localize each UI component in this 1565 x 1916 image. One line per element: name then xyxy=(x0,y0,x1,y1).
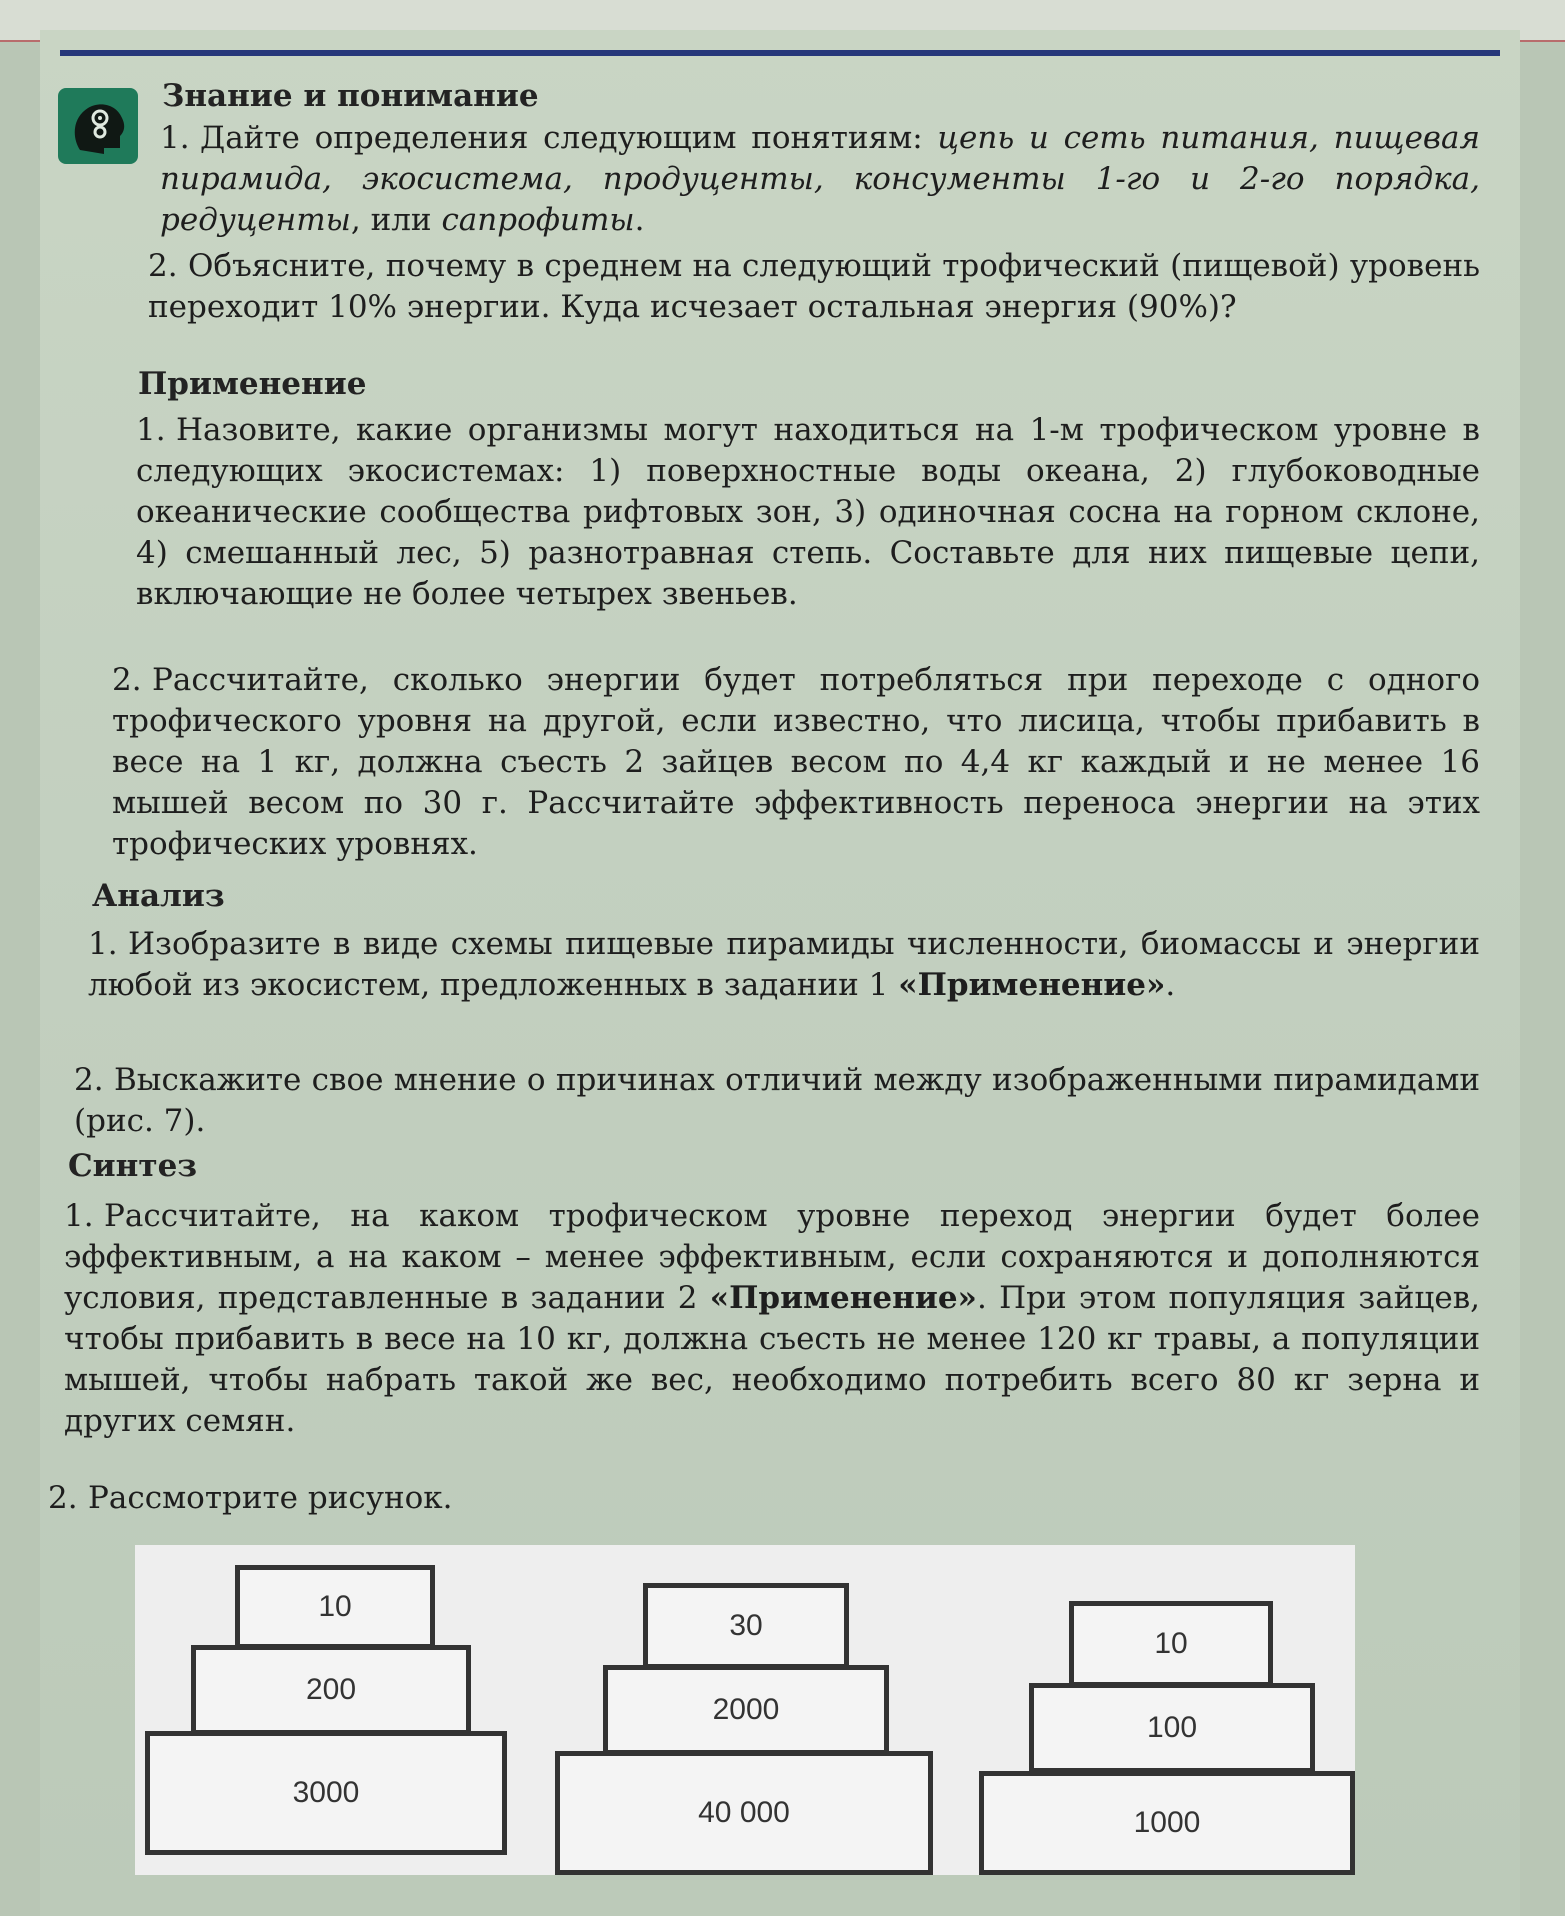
task-text: Дайте определения следующим понятиям: xyxy=(200,120,938,156)
application-task-1 xyxy=(136,410,1480,615)
pyramid-2-top: 30 xyxy=(643,1583,849,1669)
pyramids-figure xyxy=(135,1545,1355,1875)
task-text: Изобразите в виде схемы пищевые пирамиды численности, биомассы и энергии любой из экосистем, предложенных в задании 1 xyxy=(88,926,1480,1003)
pyramid-3-middle: 100 xyxy=(1029,1683,1315,1773)
task-text: Рассчитайте, на каком трофическом уровне переход энергии будет более эффективным, а на каком – менее эффективным, если сохраняются и дополняются условия, представленные в задании 2 xyxy=(64,1198,1480,1316)
task-number: 2. xyxy=(112,662,142,698)
task-text-end: . xyxy=(634,202,645,238)
pyramid-2-bottom: 40 000 xyxy=(555,1751,933,1875)
synthesis-task-2 xyxy=(48,1478,1448,1519)
pyramid-1-middle: 200 xyxy=(191,1645,471,1735)
task-terms: цепь и сеть питания, пищевая пирамида, экосистема, продуценты, консументы 1-го и 2-го порядка, редуценты xyxy=(160,120,1480,238)
application-task-2 xyxy=(112,660,1480,865)
task-number: 2. xyxy=(148,248,178,284)
task-ref-bold: «Применение» xyxy=(709,1280,977,1316)
task-terms-2: сапрофиты xyxy=(441,202,635,238)
task-text-cont: . При этом популяция зайцев, чтобы прибавить в весе на 10 кг, должна съесть не менее 120 кг травы, а популяции мышей, чтобы набрать такой же вес, необходимо потребить всего 80 кг зерна и других семян. xyxy=(64,1280,1480,1439)
section-title-synthesis: Синтез xyxy=(68,1148,198,1184)
analysis-task-2 xyxy=(74,1060,1480,1142)
knowledge-task-1 xyxy=(160,118,1480,241)
task-text: Назовите, какие организмы могут находиться на 1-м трофическом уровне в следующих экосистемах: 1) поверхностные воды океана, 2) глубоководные океанические сообщества рифтовых зон, 3) одиночная сосна на горном склоне, 4) смешанный лес, 5) разнотравная степь. Составьте для них пищевые цепи, включающие не более четырех звеньев. xyxy=(136,412,1480,612)
pyramid-3-bottom: 1000 xyxy=(979,1771,1355,1875)
task-number: 1. xyxy=(88,926,118,962)
section-title-application: Применение xyxy=(138,366,367,402)
pyramid-3-top: 10 xyxy=(1069,1601,1273,1687)
pyramid-2-middle: 2000 xyxy=(603,1665,889,1755)
section-title-knowledge: Знание и понимание xyxy=(162,78,539,114)
section-title-analysis: Анализ xyxy=(92,878,225,914)
task-number: 1. xyxy=(64,1198,94,1234)
task-number: 2. xyxy=(74,1062,104,1098)
task-text: Рассчитайте, сколько энергии будет потребляться при переходе с одного трофического уровня на другой, если известно, что лисица, чтобы прибавить в весе на 1 кг, должна съесть 2 зайцев весом по 4,4 кг каждый и не менее 16 мышей весом по 30 г. Рассчитайте эффективность переноса энергии на этих трофических уровнях. xyxy=(112,662,1480,862)
synthesis-task-1 xyxy=(64,1196,1480,1442)
pyramid-1-bottom: 3000 xyxy=(145,1731,507,1855)
pyramid-1-top: 10 xyxy=(235,1565,435,1649)
task-text-end: . xyxy=(1165,967,1176,1003)
knowledge-task-2 xyxy=(148,246,1480,328)
task-text: Выскажите свое мнение о причинах отличий между изображенными пирамидами (рис. 7). xyxy=(74,1062,1480,1139)
task-ref-bold: «Применение» xyxy=(898,967,1166,1003)
task-text-mid: , или xyxy=(350,202,442,238)
task-number: 1. xyxy=(136,412,166,448)
task-text: Рассмотрите рисунок. xyxy=(88,1480,453,1516)
analysis-task-1 xyxy=(88,924,1480,1006)
task-number: 1. xyxy=(160,120,190,156)
task-text: Объясните, почему в среднем на следующий трофический (пищевой) уровень переходит 10% энергии. Куда исчезает остальная энергия (90%)? xyxy=(148,248,1480,325)
task-number: 2. xyxy=(48,1480,78,1516)
